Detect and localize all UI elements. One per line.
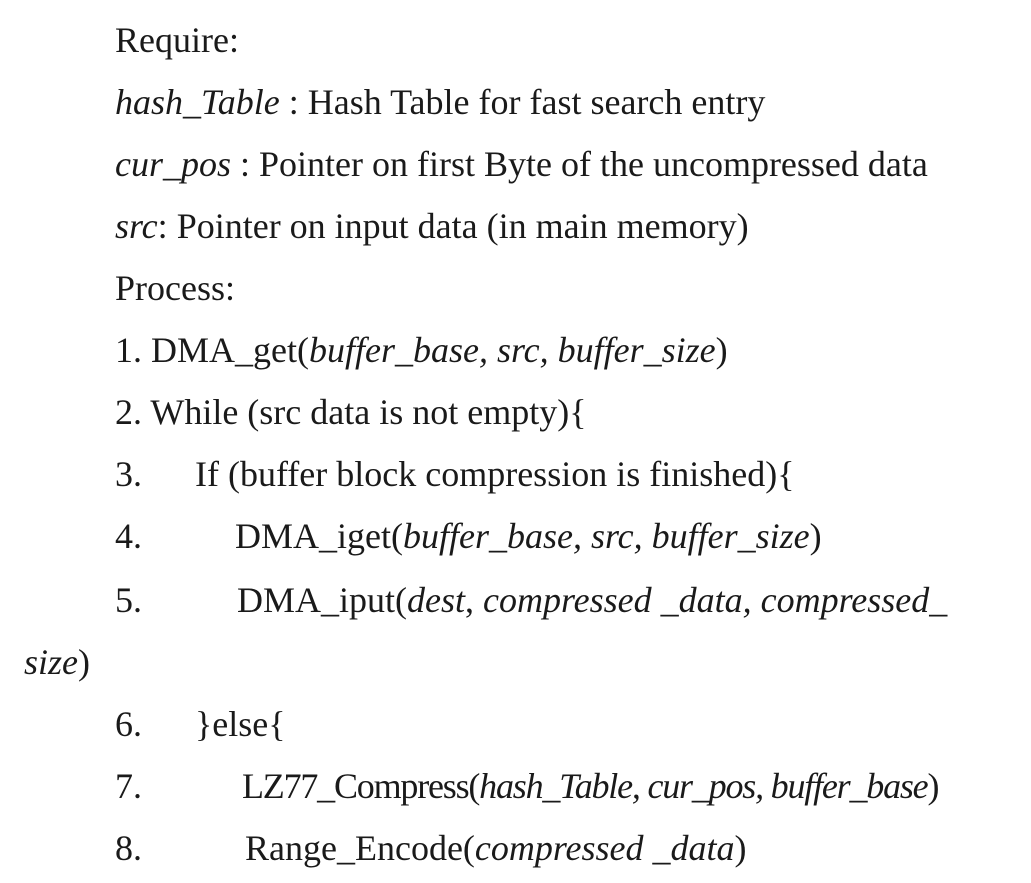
- param-hash-table: [115, 80, 765, 124]
- step-number: 3.: [115, 454, 142, 494]
- step-close: ): [734, 828, 747, 868]
- step-number: 1.: [115, 330, 142, 370]
- step-close: ): [927, 766, 939, 806]
- param-name: cur_pos: [115, 144, 231, 184]
- step-sep: ,: [465, 580, 483, 620]
- step-number: 8.: [115, 828, 142, 868]
- step-number: 6.: [115, 704, 142, 744]
- step-close: ): [809, 516, 822, 556]
- step-code: DMA_iput(: [237, 580, 407, 620]
- step-4: [115, 514, 822, 558]
- step-args-cont: size: [24, 642, 78, 682]
- step-close: ): [715, 330, 728, 370]
- step-number: 5.: [115, 580, 142, 620]
- step-body: [242, 764, 938, 808]
- step-number: 2.: [115, 392, 142, 432]
- param-sep: :: [231, 144, 260, 184]
- step-body: [235, 514, 822, 558]
- step-args: compressed _data: [474, 828, 735, 868]
- step-number: 4.: [115, 516, 142, 556]
- step-close: ): [78, 642, 90, 682]
- step-2: [115, 390, 587, 434]
- step-body: [245, 826, 747, 870]
- step-5: [115, 578, 948, 622]
- step-6: [115, 702, 286, 746]
- param-src: [115, 204, 749, 248]
- step-code: DMA_iget(: [235, 516, 403, 556]
- process-heading: Process:: [115, 268, 235, 308]
- step-code: While (src data is not empty){: [142, 392, 587, 432]
- param-sep: :: [279, 82, 308, 122]
- param-name: src: [115, 206, 158, 246]
- step-args: buffer_base, src, buffer_size: [402, 516, 810, 556]
- step-arg-dest: dest: [407, 580, 465, 620]
- step-5-continuation: [24, 640, 90, 684]
- step-code: LZ77_Compress(: [242, 766, 480, 806]
- param-name: hash_Table: [115, 82, 280, 122]
- step-8: [115, 826, 747, 870]
- step-1: [115, 328, 728, 372]
- param-cur-pos: [115, 142, 928, 186]
- param-sep: :: [157, 206, 177, 246]
- step-number: 7.: [115, 766, 142, 806]
- step-args: hash_Table, cur_pos, buffer_base: [479, 766, 928, 806]
- param-desc: Pointer on first Byte of the uncompressed data: [259, 144, 928, 184]
- step-body: [237, 578, 947, 622]
- step-3: [115, 452, 795, 496]
- step-args: buffer_base, src, buffer_size: [308, 330, 716, 370]
- step-code: Range_Encode(: [245, 828, 475, 868]
- step-code: DMA_get(: [142, 330, 309, 370]
- step-7: [115, 764, 939, 808]
- param-desc: Pointer on input data (in main memory): [176, 206, 749, 246]
- require-heading: Require:: [115, 20, 239, 60]
- step-code: }else{: [195, 704, 286, 744]
- step-args: compressed _data, compressed_: [483, 580, 948, 620]
- param-desc: Hash Table for fast search entry: [307, 82, 766, 122]
- step-code: If (buffer block compression is finished){: [195, 454, 795, 494]
